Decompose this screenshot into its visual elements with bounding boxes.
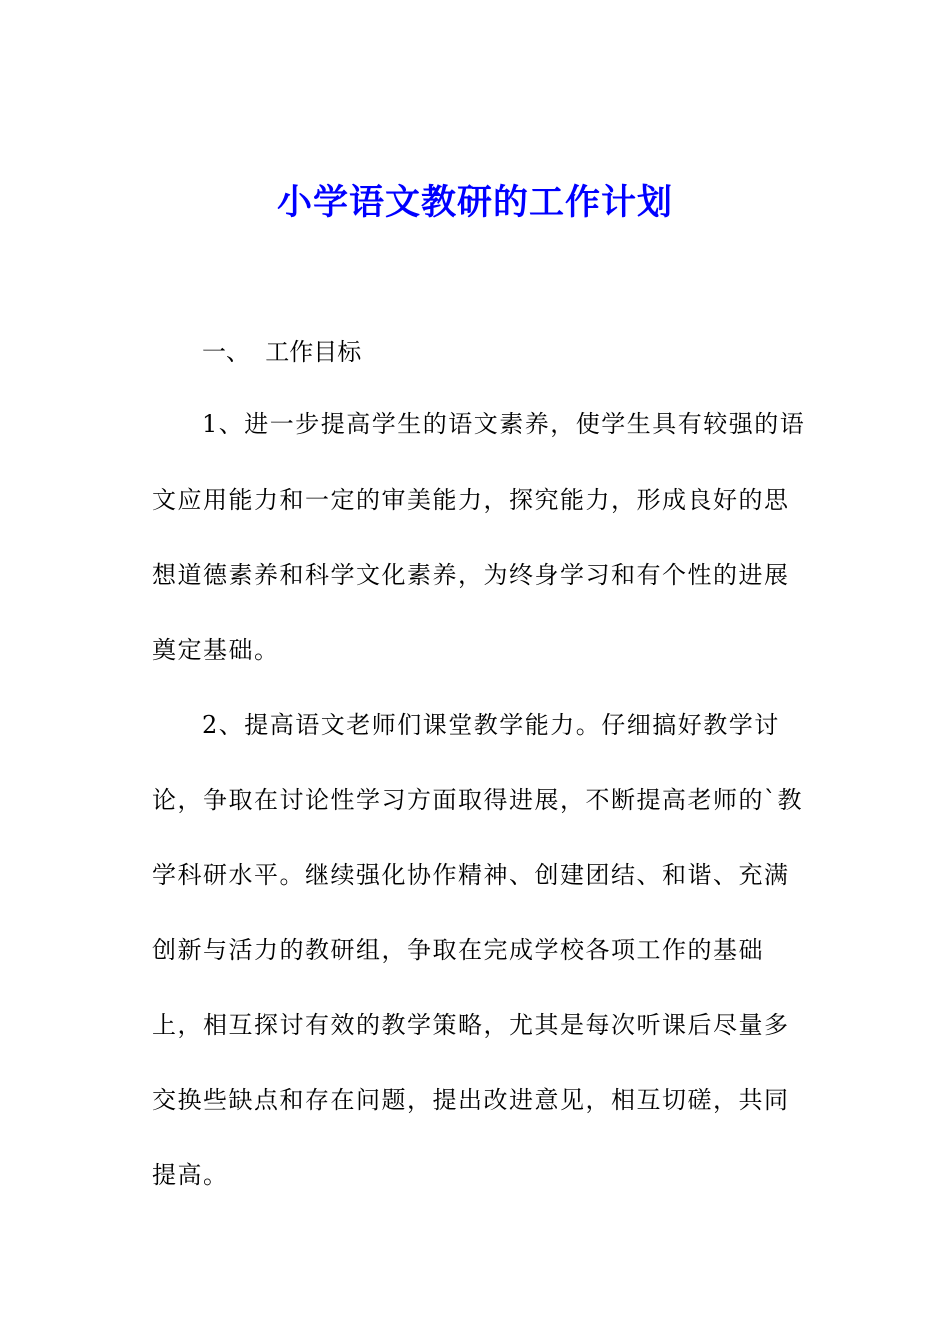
section-heading: 一、 工作目标 <box>202 338 362 366</box>
paragraph-1-line: 奠定基础。 <box>152 636 280 664</box>
document-title: 小学语文教研的工作计划 <box>276 183 673 223</box>
paragraph-2-line: 2、提高语文老师们课堂教学能力。仔细搞好教学讨 <box>202 711 780 739</box>
paragraph-1-line: 1、进一步提高学生的语文素养，使学生具有较强的语 <box>202 410 806 438</box>
paragraph-2-line: 学科研水平。继续强化协作精神、创建团结、和谐、充满 <box>152 861 790 889</box>
paragraph-2-line: 交换些缺点和存在问题，提出改进意见，相互切磋，共同 <box>152 1086 790 1114</box>
paragraph-2-line: 提高。 <box>152 1161 229 1189</box>
paragraph-2-line: 创新与活力的教研组，争取在完成学校各项工作的基础 <box>152 936 764 964</box>
paragraph-1-line: 文应用能力和一定的审美能力，探究能力，形成良好的思 <box>152 486 790 514</box>
paragraph-1-line: 想道德素养和科学文化素养，为终身学习和有个性的进展 <box>152 561 790 589</box>
paragraph-2-line: 论，争取在讨论性学习方面取得进展，不断提高老师的`教 <box>152 786 803 814</box>
paragraph-2-line: 上，相互探讨有效的教学策略，尤其是每次听课后尽量多 <box>152 1011 790 1039</box>
